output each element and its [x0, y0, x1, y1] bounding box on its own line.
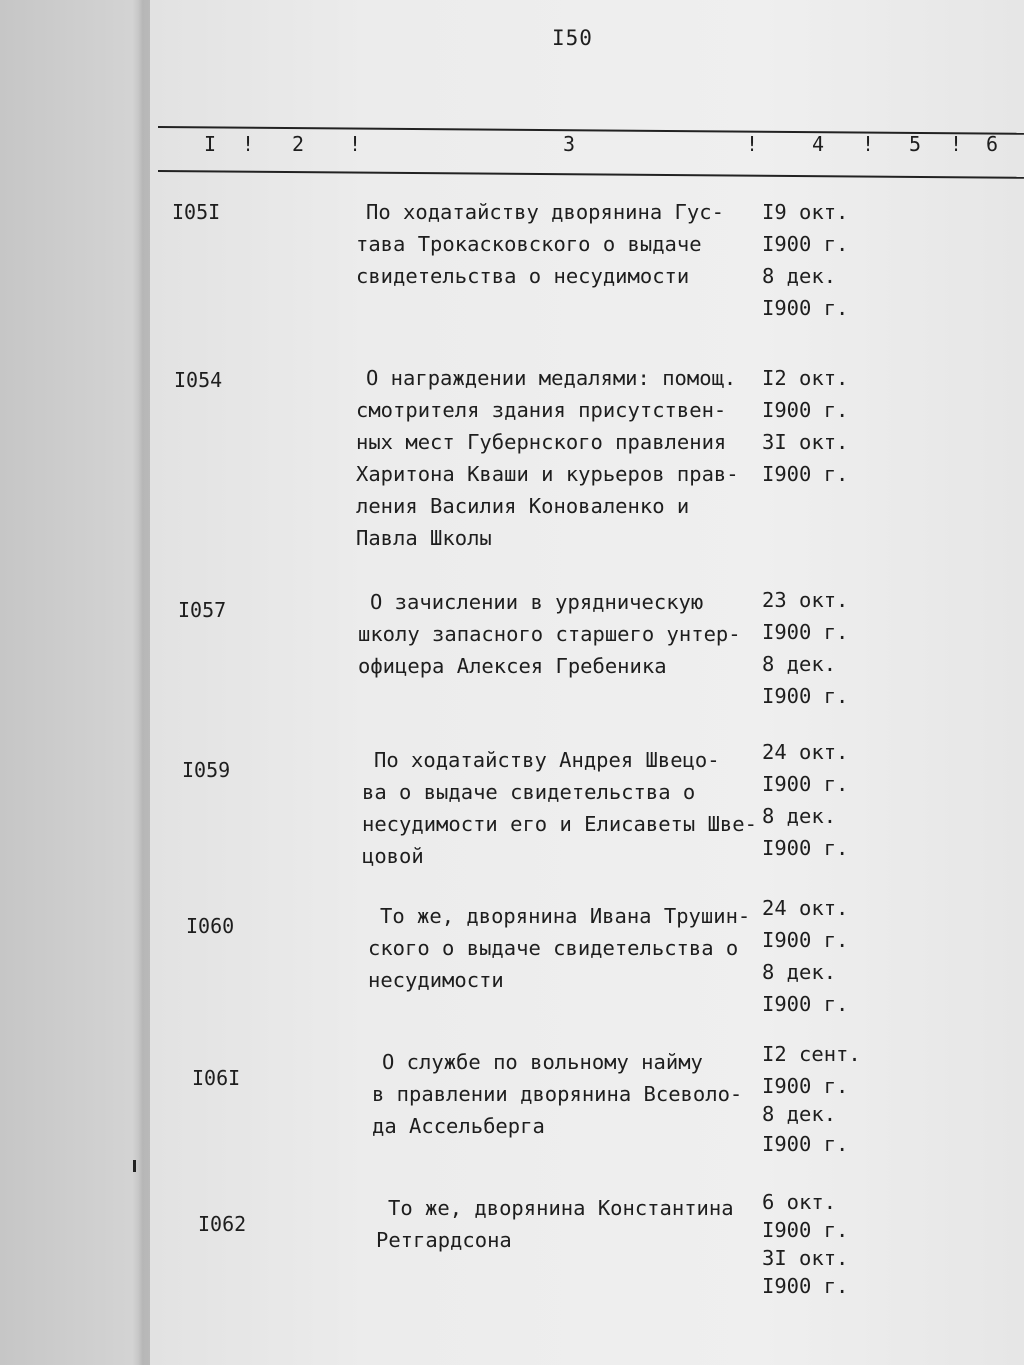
record-title-line: То же, дворянина Константина	[388, 1196, 734, 1220]
column-header-6: 6	[986, 132, 999, 156]
record-title-line: ных мест Губернского правления	[356, 430, 727, 454]
record-title-line: ления Василия Коноваленко и	[356, 494, 690, 518]
column-separator: !	[349, 132, 362, 156]
record-title-line: школу запасного старшего унтер-	[358, 622, 741, 646]
record-date-line: 8 дек.	[762, 1102, 837, 1126]
record-number: I06I	[192, 1066, 241, 1090]
record-date-line: 24 окт.	[762, 740, 849, 764]
record-title-line: По ходатайству Андрея Швецо-	[374, 748, 720, 772]
record-date-line: I900 г.	[762, 398, 849, 422]
record-date-line: 3I окт.	[762, 430, 849, 454]
record-title-line: несудимости	[368, 968, 504, 992]
record-date-line: I900 г.	[762, 992, 849, 1016]
record-date-line: 8 дек.	[762, 652, 837, 676]
record-title-line: офицера Алексея Гребеника	[358, 654, 667, 678]
column-header-4: 4	[812, 132, 825, 156]
book-binding	[0, 0, 150, 1365]
record-date-line: I900 г.	[762, 684, 849, 708]
record-number: I060	[186, 914, 235, 938]
record-number: I062	[198, 1212, 247, 1236]
column-separator: !	[862, 132, 875, 156]
record-date-line: 8 дек.	[762, 264, 837, 288]
record-date-line: I900 г.	[762, 620, 849, 644]
record-title-line: То же, дворянина Ивана Трушин-	[380, 904, 751, 928]
page-number: I50	[552, 26, 593, 50]
record-number: I05I	[172, 200, 221, 224]
record-date-line: 3I окт.	[762, 1246, 849, 1270]
record-date-line: I2 окт.	[762, 366, 849, 390]
record-date-line: I900 г.	[762, 462, 849, 486]
record-date-line: I9 окт.	[762, 200, 849, 224]
record-title-line: О зачислении в урядническую	[370, 590, 704, 614]
column-header-1: I	[204, 132, 217, 156]
column-separator: !	[950, 132, 963, 156]
record-title-line: цовой	[362, 844, 424, 868]
record-title-line: О службе по вольному найму	[382, 1050, 703, 1074]
record-date-line: I900 г.	[762, 232, 849, 256]
record-date-line: I900 г.	[762, 1074, 849, 1098]
record-date-line: I900 г.	[762, 1274, 849, 1298]
record-title-line: ского о выдаче свидетельства о	[368, 936, 739, 960]
record-number: I059	[182, 758, 231, 782]
record-date-line: I900 г.	[762, 928, 849, 952]
record-date-line: I900 г.	[762, 1218, 849, 1242]
column-separator: !	[746, 132, 759, 156]
record-date-line: I900 г.	[762, 1132, 849, 1156]
record-title-line: Ретгардсона	[376, 1228, 512, 1252]
column-header-5: 5	[909, 132, 922, 156]
record-date-line: I2 сент.	[762, 1042, 861, 1066]
record-title-line: Павла Школы	[356, 526, 492, 550]
record-date-line: 8 дек.	[762, 960, 837, 984]
margin-mark	[133, 1160, 136, 1172]
record-date-line: I900 г.	[762, 836, 849, 860]
record-date-line: 8 дек.	[762, 804, 837, 828]
record-title-line: О награждении медалями: помощ.	[366, 366, 737, 390]
record-number: I057	[178, 598, 227, 622]
column-separator: !	[242, 132, 255, 156]
column-header-3: 3	[563, 132, 576, 156]
record-title-line: смотрителя здания присутствен-	[356, 398, 727, 422]
record-date-line: 24 окт.	[762, 896, 849, 920]
record-title-line: свидетельства о несудимости	[356, 264, 690, 288]
record-title-line: ва о выдаче свидетельства о	[362, 780, 696, 804]
record-title-line: да Ассельберга	[372, 1114, 545, 1138]
record-date-line: I900 г.	[762, 772, 849, 796]
record-number: I054	[174, 368, 223, 392]
record-title-line: По ходатайству дворянина Гус-	[366, 200, 724, 224]
record-title-line: несудимости его и Елисаветы Шве-	[362, 812, 757, 836]
record-date-line: 23 окт.	[762, 588, 849, 612]
record-date-line: 6 окт.	[762, 1190, 837, 1214]
column-header-2: 2	[292, 132, 305, 156]
record-date-line: I900 г.	[762, 296, 849, 320]
record-title-line: в правлении дворянина Всеволо-	[372, 1082, 743, 1106]
record-title-line: Харитона Кваши и курьеров прав-	[356, 462, 739, 486]
record-title-line: тава Трокасковского о выдаче	[356, 232, 702, 256]
